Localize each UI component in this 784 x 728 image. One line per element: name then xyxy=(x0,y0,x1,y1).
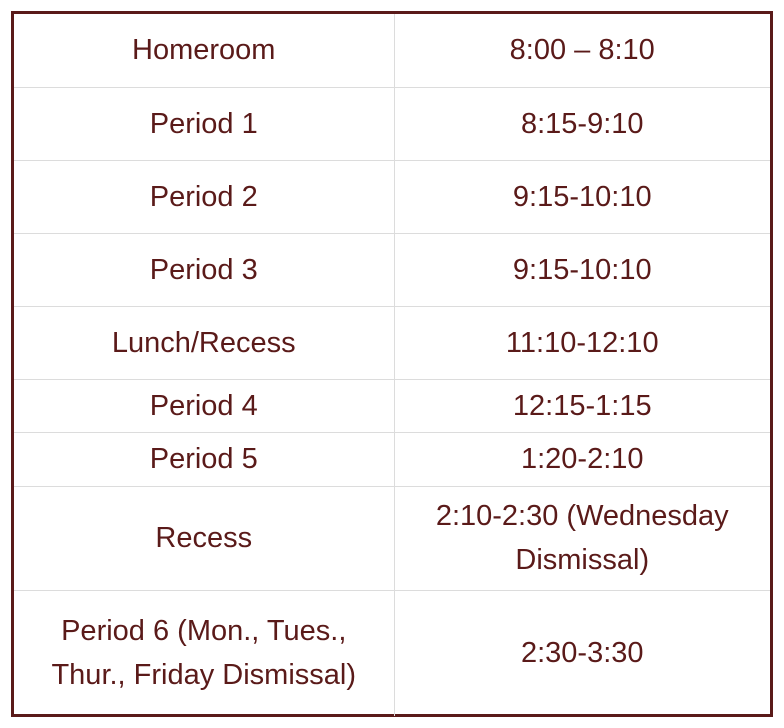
time-cell: 11:10-12:10 xyxy=(394,306,770,379)
table-row xyxy=(14,160,770,233)
table-row xyxy=(14,14,770,87)
time-cell: 1:20-2:10 xyxy=(394,432,770,486)
period-cell: Period 1 xyxy=(14,87,394,160)
table-row xyxy=(14,590,770,716)
time-cell: 2:10-2:30 (Wednesday Dismissal) xyxy=(394,486,770,590)
period-cell: Period 4 xyxy=(14,379,394,432)
table-row xyxy=(14,233,770,306)
time-cell: 9:15-10:10 xyxy=(394,233,770,306)
period-cell: Recess xyxy=(14,486,394,590)
schedule-grid xyxy=(14,14,770,716)
table-row xyxy=(14,306,770,379)
time-cell: 8:00 – 8:10 xyxy=(394,14,770,87)
period-cell: Period 2 xyxy=(14,160,394,233)
period-cell: Period 6 (Mon., Tues., Thur., Friday Dismissal) xyxy=(14,590,394,716)
time-cell: 8:15-9:10 xyxy=(394,87,770,160)
time-cell: 2:30-3:30 xyxy=(394,590,770,716)
period-cell: Lunch/Recess xyxy=(14,306,394,379)
period-cell: Period 5 xyxy=(14,432,394,486)
table-row xyxy=(14,87,770,160)
table-row xyxy=(14,486,770,590)
time-cell: 12:15-1:15 xyxy=(394,379,770,432)
bell-schedule-table xyxy=(11,11,773,717)
period-cell: Period 3 xyxy=(14,233,394,306)
table-row xyxy=(14,379,770,432)
period-cell: Homeroom xyxy=(14,14,394,87)
time-cell: 9:15-10:10 xyxy=(394,160,770,233)
table-row xyxy=(14,432,770,486)
